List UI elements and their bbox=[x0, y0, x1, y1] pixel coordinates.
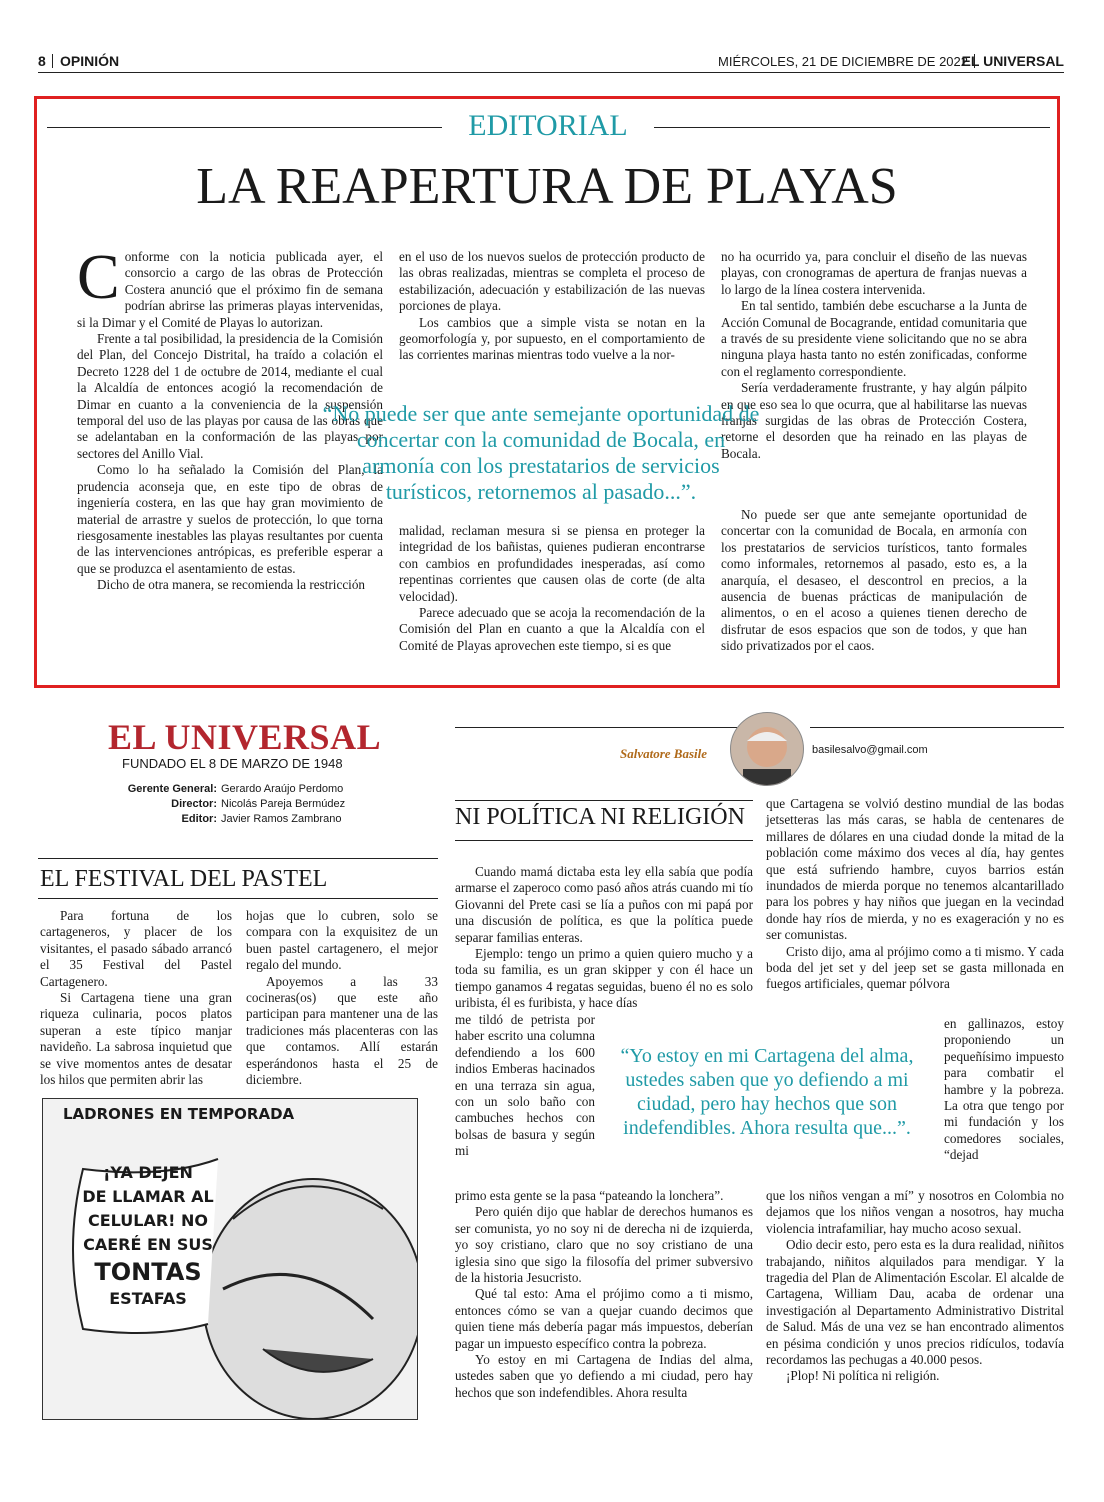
festival-column-2: hojas que lo cubren, solo se compara con la exquisitez de un buen pastel cartagenero, el mejor regalo del mundo. Apoyemos a las 33 cocineras(os) que este año participan para mantener una de las tradiciones más placenteras con las que contamos. Allí estarán esperándonos hasta el 25 de diciembre. bbox=[246, 908, 438, 1088]
column-author: Salvatore Basile bbox=[620, 746, 708, 761]
festival-title: EL FESTIVAL DEL PASTEL bbox=[40, 866, 328, 892]
column-col1-top: Cuando mamá dictaba esta ley ella sabía que podía armarse el zaperoco como pasó años atrás cuando mi tío Giovanni del Prete casi se lía a puños con mi papá por una discusión de política, es que la política puede separar familias enteras. Ejemplo: tengo un primo a quien quiero mucho y a toda su familia, es un gran skipper y con él hace un tiempo ganamos 4 regatas seguidas, bueno él no es solo uribista, él es furibista, y hace días bbox=[455, 864, 753, 1011]
column-col1-bottom: primo esta gente se la pasa “pateando la lonchera”. Pero quién dijo que hablar de derechos humanos es ser comunista, yo no soy ni de derecha ni de izquierda, yo soy cristiano, claro que no soy cristiano de una iglesia sino que sigo la filosofía del primer subversivo de la historia Jesucristo. Qué tal esto: Ama el prójimo como a ti mismo, entonces cómo se van a quejar cuando decimos que quien tiene más debería pagar más impuestos, deberían pagar un impuesto específico contra la pobreza. Yo estoy en mi Cartagena de Indias del alma, ustedes saben que yo defiendo a mi ciudad, pero hay hechos que son indefendibles. Ahora resulta bbox=[455, 1188, 753, 1400]
masthead-staff: Gerente General: Gerardo Araújo Perdomo Director: Nicolás Pareja Bermúdez Editor: Javier Ramos Zambrano bbox=[127, 783, 346, 825]
author-email: basilesalvo@gmail.com bbox=[812, 744, 928, 756]
editorial-pull-quote: “No puede ser que ante semejante oportunidad de concertar con la comunidad de Bocala, en armonía con los prestatarios de servicios turísticos, retornemos al pasado...”. bbox=[322, 401, 760, 504]
cartoon bbox=[42, 1098, 418, 1420]
column-col2-top: que Cartagena se volvió destino mundial de las bodas jetsetteras las más caras, se habla de centenares de millares de dólares en una ciudad donde la mitad de la población come máximo dos veces al día, hay gentes que está sufriendo hambre, cuyos barrios están inundados de mierda porque no tenemos alcantarillado para los pobres y hay niños que juegan en la vecindad donde hay ríos de mierda, y no es exageración y no es ser comunistas. Cristo dijo, ama al prójimo como a ti mismo. Y cada boda del jet set y del jeep set se gasta millonada en fuegos artificiales, quemar pólvora bbox=[766, 796, 1064, 992]
editorial-column-1: Conforme con la noticia publicada ayer, el consorcio a cargo de las obras de Protección Costera anunció que el próximo fin de semana podrían abrirse las primeras playas intervenidas, si la Dimar y el Comité de Playas lo autorizan. Frente a tal posibilidad, la presidencia de la Comisión del Plan, del Concejo Distrital, ha traído a colación el Decreto 1228 del 1 de octubre de 2014, mediante el cual la Alcaldía de entonces acogió la recomendación de Dimar en cuanto a la conveniencia de la suspensión temporal del uso de las playas por causa de las obras que se adelantaban en la conformación de las playas por sectores del Anillo Vial. Como lo ha señalado la Comisión del Plan, la prudencia aconseja que, en este tipo de obras de ingeniería costera, en las que hay gran movimiento de material de arrastre y suelos de protección, lo que torna riesgosamente inestables las playas resultantes por cuenta de las intervenciones antrópicas, es preferible esperar a que se produzca el asentamiento de estas. Dicho de otra manera, se recomienda la restricción bbox=[77, 241, 383, 593]
column-col1-narrow: me tildó de petrista por haber escrito una columna defendiendo a los 600 indios Emberas hacinados en una terraza sin agua, con un solo baño con cambuches hechos con bolsas de basura y según mi bbox=[455, 1012, 595, 1159]
editorial-title: LA REAPERTURA DE PLAYAS bbox=[196, 158, 898, 215]
column-col2-bottom: que los niños vengan a mí” y nosotros en Colombia no dejamos que los niños vengan a nosotros, hay mucha violencia intrafamiliar, hay mucho acoso sexual. Odio decir esto, pero esta es la dura realidad, niñitos trabajando, niñitos alquilados para mendigar. Y la tragedia del Plan de Alimentación Escolar. El alcalde de Cartagena, William Dau, acaba de ordenar una investigación al Departamento Administrativo Distrital de Salud. Más de una vez se han encontrado alimentos en pésima condición y unos precios ridículos, todavía recordamos las pechugas a 40.000 pesos. ¡Plop! Ni política ni religión. bbox=[766, 1188, 1064, 1384]
author-photo bbox=[730, 712, 804, 786]
editorial-column-3-bottom: No puede ser que ante semejante oportunidad de concertar con la comunidad de Bocala, en armonía con los prestatarios de servicios turísticos, tanto formales como informales, retornemos al pasado, esto es, a la anarquía, el desaseo, el descontrol en precios, a la ausencia de buenas prácticas de manipulación de alimentos, o en el acoso a quienes tienen derecho de disfrutar de esos espacios que son de todos, y que han sido privatizados por el caos. bbox=[721, 507, 1027, 654]
column-title: NI POLÍTICA NI RELIGIÓN bbox=[455, 804, 745, 830]
section-label: OPINIÓN bbox=[60, 53, 120, 69]
editorial-column-2-top: en el uso de los nuevos suelos de protección producto de las obras realizadas, mientras se completa el proceso de estabilización, adecuación y estabilización de las nuevas porciones de playa. Los cambios que a simple vista se notan en la geomorfología y, por supuesto, en el comportamiento de las corrientes marinas mientras todo vuelve a la nor- bbox=[399, 249, 705, 363]
column-pull-quote: “Yo estoy en mi Cartagena del alma, ustedes saben que yo defiendo a mi ciudad, pero hay hechos que son indefendibles. Ahora resulta que...”. bbox=[620, 1045, 914, 1139]
editorial-kicker: EDITORIAL bbox=[468, 109, 628, 142]
drop-cap: C bbox=[77, 241, 120, 312]
cartoon-caption: LADRONES EN TEMPORADA bbox=[63, 1105, 295, 1123]
cartoon-speech-bubble: ¡YA DEJEN DE LLAMAR AL CELULAR! NO CAERÉ EN SUS TONTAS ESTAFAS bbox=[82, 1163, 214, 1308]
page-number: 8 bbox=[38, 53, 46, 69]
editorial-column-3-top: no ha ocurrido ya, para concluir el diseño de las nuevas playas, con cronogramas de apertura de franjas nuevas a lo largo de la línea costera intervenida. En tal sentido, también debe escucharse a la Junta de Acción Comunal de Bocagrande, entidad comunitaria que a través de su presidente viene solicitando que no se abra ninguna playa hasta tanto no estén zonificadas, conforme con el reglamento correspondiente. Sería verdaderamente frustrante, y hay algún pálpito en que eso sea lo que ocurra, que al habilitarse las nuevas franjas surgidas de las obras de Protección Costera, retorne el desorden que ha reinado en las playas de Bocala. bbox=[721, 249, 1027, 461]
column-col2-narrow: en gallinazos, estoy proponiendo un pequeñísimo impuesto para combatir el hambre y la pobreza. La otra que tengo por mi fundación y los comedores sociales, “dejad bbox=[944, 1016, 1064, 1163]
festival-column-1: Para fortuna de los cartageneros, y placer de los visitantes, el pasado sábado arrancó el 35 Festival del Pastel Cartagenero. Si Cartagena tiene una gran riqueza culinaria, pocos platos superan a este típico manjar navideño. La sabrosa inquietud que se vive momentos antes de desatar los hilos que permiten abrir las bbox=[40, 908, 232, 1088]
masthead-founded: FUNDADO EL 8 DE MARZO DE 1948 bbox=[122, 756, 343, 771]
paper-name: EL UNIVERSAL bbox=[961, 53, 1064, 69]
editorial-section bbox=[34, 96, 1060, 688]
author-portrait-icon bbox=[731, 713, 803, 785]
masthead-logo: EL UNIVERSAL bbox=[108, 717, 382, 757]
editorial-column-2-bottom: malidad, reclaman mesura si se piensa en proteger la integridad de los bañistas, quienes pudieran encontrarse con cambios en profundidades inesperadas, así como repentinas corrientes que causen olas de corte (de alta velocidad). Parece adecuado que se acoja la recomendación de la Comisión del Plan en cuanto a que la Alcaldía con el Comité de Playas aprovechen este tiempo, si es que bbox=[399, 523, 705, 653]
issue-date: MIÉRCOLES, 21 DE DICIEMBRE DE 2022 bbox=[718, 54, 968, 69]
